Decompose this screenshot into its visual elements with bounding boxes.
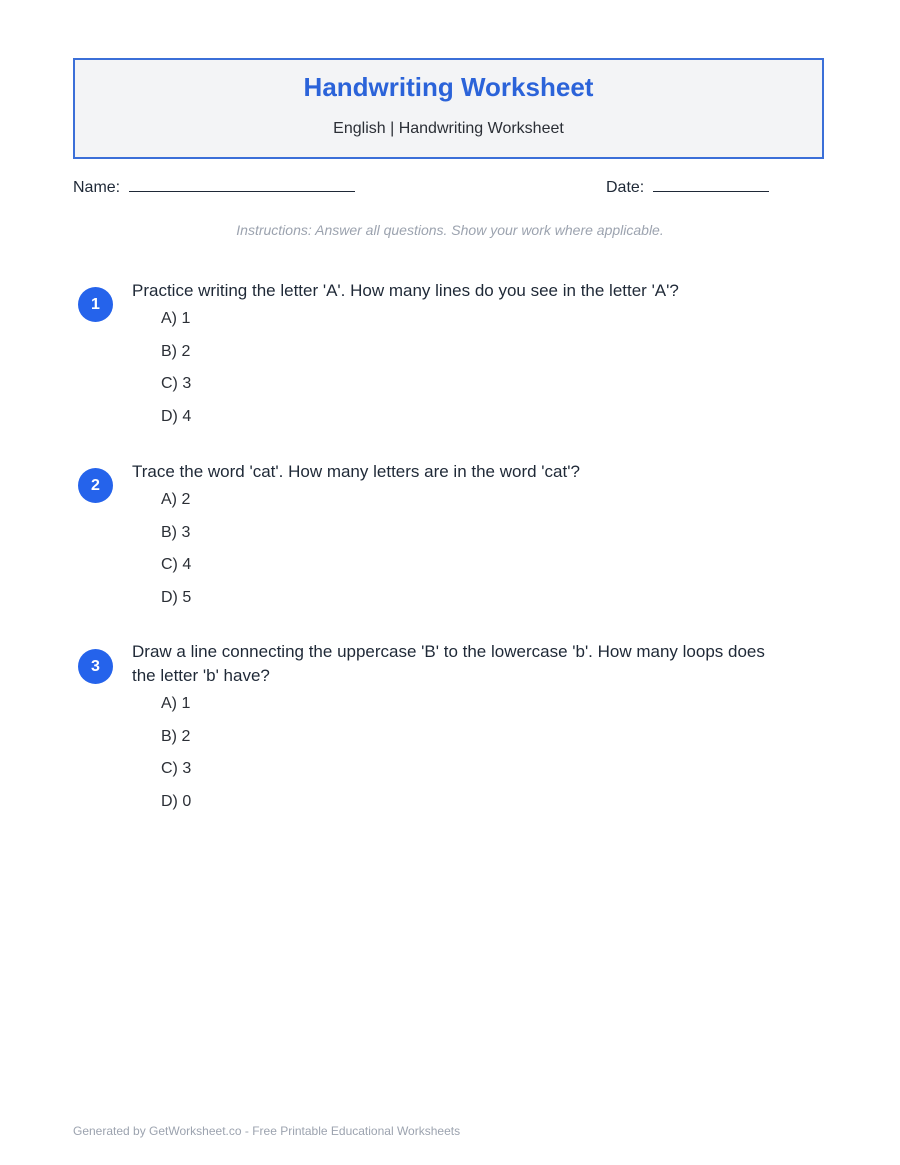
date-label: Date: [606, 179, 645, 196]
question-text: Draw a line connecting the uppercase 'B' to the lowercase 'b'. How many loops does the letter 'b' have? [132, 642, 765, 685]
answer-option[interactable]: B) 2 [161, 342, 191, 360]
worksheet-title: Handwriting Worksheet [303, 72, 594, 102]
question-number-badge: 1 [78, 287, 113, 322]
answer-option[interactable]: D) 5 [161, 588, 192, 606]
date-field [606, 177, 769, 197]
answer-option[interactable]: A) 1 [161, 695, 191, 712]
question-number-badge: 3 [78, 649, 113, 684]
question-text: Practice writing the letter 'A'. How many lines do you see in the letter 'A'? [132, 281, 679, 300]
name-label: Name: [73, 179, 121, 196]
question-number-badge: 2 [78, 468, 113, 503]
answer-options [161, 490, 191, 620]
answer-options [161, 309, 191, 439]
question-text: Trace the word 'cat'. How many letters are in the word 'cat'? [132, 462, 580, 481]
answer-options [161, 694, 191, 824]
answer-option[interactable]: D) 4 [161, 407, 192, 425]
instructions-text: Instructions: Answer all questions. Show your work where applicable. [236, 222, 664, 238]
answer-option[interactable]: B) 2 [161, 727, 191, 745]
answer-option[interactable]: C) 3 [161, 760, 192, 777]
answer-option[interactable]: B) 3 [161, 523, 191, 541]
worksheet-subtitle: English | Handwriting Worksheet [333, 120, 564, 137]
answer-option[interactable]: C) 4 [161, 556, 192, 573]
name-blank-line[interactable] [129, 177, 355, 192]
date-blank-line[interactable] [653, 177, 769, 192]
name-field [73, 177, 355, 197]
footer-credit: Generated by GetWorksheet.co - Free Printable Educational Worksheets [73, 1124, 461, 1138]
worksheet-header [73, 58, 824, 159]
answer-option[interactable]: D) 0 [161, 792, 192, 810]
answer-option[interactable]: C) 3 [161, 375, 192, 392]
answer-option[interactable]: A) 2 [161, 491, 191, 508]
answer-option[interactable]: A) 1 [161, 310, 191, 327]
